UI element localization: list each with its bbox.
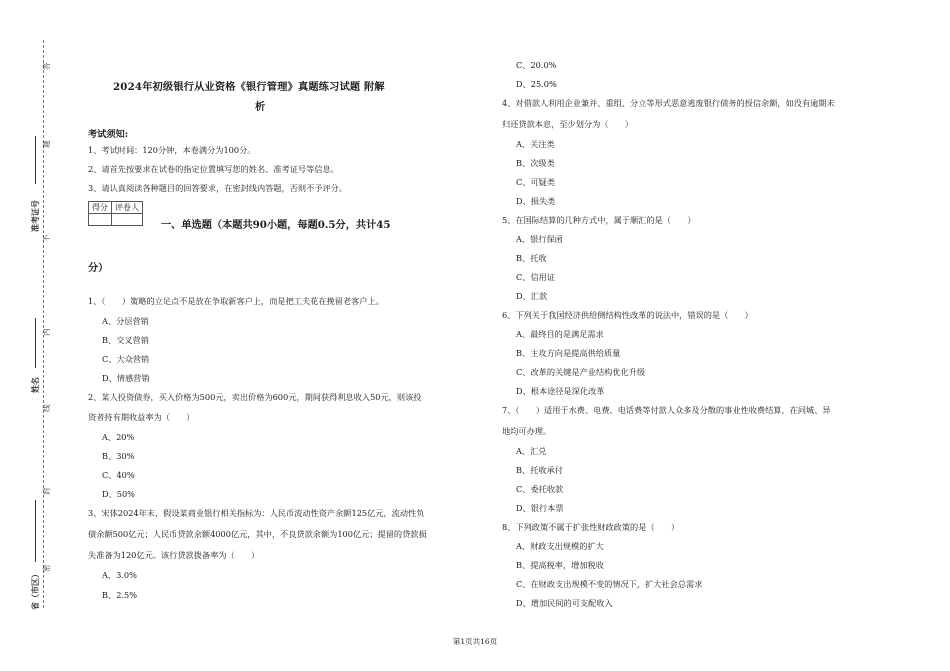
notice-item: 1、考试时间：120分钟，本卷满分为100分。 <box>88 145 256 155</box>
section-heading: 一、单选题（本题共90小题，每题0.5分，共计45 <box>161 219 391 231</box>
option: B、主攻方向是提高供给质量 <box>516 348 621 358</box>
option: D、汇款 <box>516 291 548 301</box>
option: C、40% <box>102 470 135 480</box>
option: B、提高税率，增加税收 <box>516 560 604 570</box>
question-stem: 8、下列政策不属于扩张性财政政策的是（ ） <box>502 522 680 532</box>
option: C、可疑类 <box>516 177 556 187</box>
id-number-label: 准考证号 <box>30 200 40 232</box>
option: D、情感营销 <box>102 373 150 383</box>
question-stem: 5、在国际结算的几种方式中，属于顺汇的是（ ） <box>502 215 696 225</box>
option: C、20.0% <box>516 60 557 70</box>
question-stem: 失准备为120亿元。该行贷款拨备率为（ ） <box>88 550 260 560</box>
margin-cut-text: 题 <box>42 140 51 148</box>
option: D、25.0% <box>516 79 557 89</box>
option: A、最终目的是满足需求 <box>516 329 604 339</box>
option: D、50% <box>102 489 135 499</box>
option: D、损失类 <box>516 196 556 206</box>
option: A、财政支出规模的扩大 <box>516 541 604 551</box>
option: D、增加民间的可支配收入 <box>516 598 613 608</box>
margin-cut-text: 答 <box>42 62 51 70</box>
option: C、在财政支出规模不变的情况下，扩大社会总需求 <box>516 579 703 589</box>
option: B、托收承付 <box>516 465 563 475</box>
seal-line <box>43 40 44 608</box>
grader-header: 评卷人 <box>112 202 143 214</box>
question-stem: 4、对借款人利用企业兼并、重组、分立等形式恶意逃废银行债务的授信余额，如没有逾期未 <box>502 98 835 108</box>
page-number: 第1页共16页 <box>452 637 498 646</box>
question-stem: 3、宋体2024年末，假设某商业银行相关指标为：人民币流动性资产余额125亿元，流动性负 <box>88 508 425 518</box>
option: C、信用证 <box>516 272 556 282</box>
score-table <box>88 201 143 226</box>
option: A、银行保函 <box>516 234 563 244</box>
question-stem: 1、（ ）策略的立足点不是放在争取新客户上，而是把工夫花在挽留老客户上。 <box>88 296 384 306</box>
option: B、2.5% <box>102 590 138 600</box>
option: A、3.0% <box>102 570 137 580</box>
grader-cell[interactable] <box>112 214 143 226</box>
option: A、20% <box>102 432 135 442</box>
notice-item: 2、请首先按要求在试卷的指定位置填写您的姓名、准考证号等信息。 <box>88 164 339 174</box>
question-stem: 6、下列关于我国经济供给侧结构性改革的说法中，错误的是（ ） <box>502 310 753 320</box>
province-underline <box>35 500 36 562</box>
option: A、汇兑 <box>516 446 547 456</box>
question-stem: 地均可办理。 <box>502 426 552 436</box>
id-number-underline <box>35 136 36 184</box>
score-cell[interactable] <box>89 214 112 226</box>
question-stem: 资者持有期收益率为（ ） <box>88 412 195 422</box>
margin-cut-text: 封 <box>42 487 51 495</box>
margin-cut-text: 密 <box>42 564 51 572</box>
question-stem: 7、（ ）适用于水费、电费、电话费等付款人众多及分散的事业性收费结算，在同城、异 <box>502 405 831 415</box>
name-label: 姓名 <box>30 377 40 393</box>
option: D、根本途径是深化改革 <box>516 386 605 396</box>
option: A、关注类 <box>516 139 555 149</box>
question-stem: 归还贷款本息，至少划分为（ ） <box>502 119 634 129</box>
option: C、大众营销 <box>102 354 150 364</box>
question-stem: 债余额500亿元；人民币贷款余额4000亿元，其中，不良贷款余额为100亿元；提留的贷款损 <box>88 529 427 539</box>
page-title-cont: 析 <box>255 101 266 113</box>
option: B、交叉营销 <box>102 335 149 345</box>
option: B、次级类 <box>516 158 555 168</box>
option: C、委托收款 <box>516 484 564 494</box>
question-stem: 2、某人投资债券，买入价格为500元，卖出价格为600元，期间获得利息收入50元，则该投 <box>88 392 422 402</box>
margin-cut-text: 不 <box>42 234 51 242</box>
page-title: 2024年初级银行从业资格《银行管理》真题练习试题 附解 <box>113 81 385 93</box>
option: D、银行本票 <box>516 503 564 513</box>
option: C、改革的关键是产业结构优化升级 <box>516 367 646 377</box>
option: B、托收 <box>516 253 547 263</box>
score-header: 得分 <box>89 202 112 214</box>
margin-cut-text: 内 <box>42 328 51 336</box>
province-label: 省（市区） <box>30 570 40 610</box>
option: A、分层营销 <box>102 316 149 326</box>
margin-cut-text: 线 <box>42 404 51 412</box>
notice-heading: 考试须知: <box>88 129 129 140</box>
section-heading-cont: 分） <box>88 262 109 274</box>
name-underline <box>35 318 36 368</box>
option: B、30% <box>102 451 135 461</box>
notice-item: 3、请认真阅读各种题目的回答要求，在密封线内答题，否则不予评分。 <box>88 183 348 193</box>
